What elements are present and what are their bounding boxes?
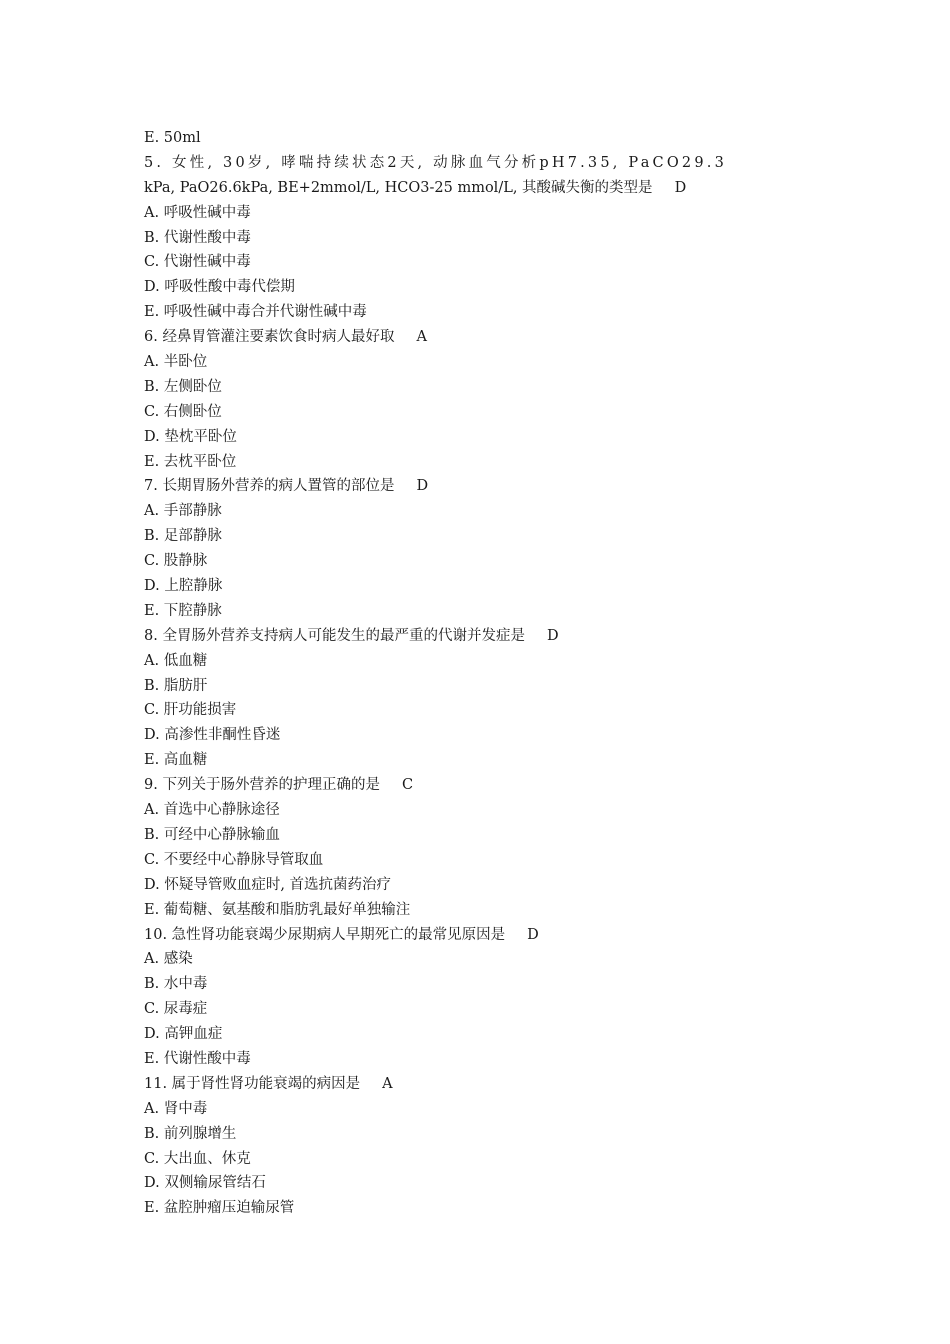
line-text: kPa, PaO26.6kPa, BE+2mmol/L, HCO3-25 mmol/L, 其酸碱失衡的类型是 — [144, 179, 653, 196]
text-line — [144, 1196, 814, 1221]
line-text: D. 怀疑导管败血症时, 首选抗菌药治疗 — [144, 876, 392, 893]
line-text: 11. 属于肾性肾功能衰竭的病因是 — [144, 1075, 361, 1092]
text-line — [144, 549, 814, 574]
line-text: 6. 经鼻胃管灌注要素饮食时病人最好取 — [144, 329, 395, 346]
line-text: A. 低血糖 — [144, 652, 208, 669]
line-text: A. 首选中心静脉途径 — [144, 802, 280, 819]
line-text: C. 尿毒症 — [144, 1001, 208, 1018]
text-line — [144, 823, 814, 848]
line-text: A. 手部静脉 — [144, 503, 222, 520]
text-line — [144, 350, 814, 375]
line-text: B. 左侧卧位 — [144, 378, 222, 395]
text-line — [144, 873, 814, 898]
line-text: E. 葡萄糖、氨基酸和脂肪乳最好单独输注 — [144, 901, 411, 918]
line-text: C. 右侧卧位 — [144, 403, 222, 420]
line-text: B. 前列腺增生 — [144, 1125, 237, 1142]
line-text: A. 呼吸性碱中毒 — [144, 204, 251, 221]
line-text: E. 高血糖 — [144, 752, 208, 769]
text-line — [144, 698, 814, 723]
line-text: D. 双侧输尿管结石 — [144, 1175, 266, 1192]
line-text: 7. 长期胃肠外营养的病人置管的部位是 — [144, 478, 395, 495]
text-line — [144, 1122, 814, 1147]
line-text: B. 水中毒 — [144, 976, 208, 993]
answer-key: D — [527, 926, 539, 943]
text-line — [144, 723, 814, 748]
line-text: 8. 全胃肠外营养支持病人可能发生的最严重的代谢并发症是 — [144, 627, 525, 644]
question-text-block — [144, 126, 814, 1221]
line-text: B. 代谢性酸中毒 — [144, 229, 251, 246]
text-line — [144, 773, 814, 798]
line-text: D. 高渗性非酮性昏迷 — [144, 727, 281, 744]
line-text: B. 脂肪肝 — [144, 677, 208, 694]
text-line — [144, 1097, 814, 1122]
text-line — [144, 325, 814, 350]
text-line — [144, 474, 814, 499]
line-text: C. 股静脉 — [144, 553, 208, 570]
text-line — [144, 450, 814, 475]
line-text: D. 上腔静脉 — [144, 578, 223, 595]
text-line — [144, 126, 814, 151]
text-line — [144, 848, 814, 873]
line-text: E. 盆腔肿瘤压迫输尿管 — [144, 1200, 295, 1217]
text-line — [144, 972, 814, 997]
text-line — [144, 748, 814, 773]
line-text: 9. 下列关于肠外营养的护理正确的是 — [144, 777, 380, 794]
line-text: D. 垫枕平卧位 — [144, 428, 237, 445]
text-line — [144, 1022, 814, 1047]
text-line — [144, 300, 814, 325]
text-line — [144, 923, 814, 948]
line-text: E. 去枕平卧位 — [144, 453, 237, 470]
line-text: 5. 女性, 30岁, 哮喘持续状态2天, 动脉血气分析pH7.35, PaCO29.3 — [144, 154, 728, 171]
text-line — [144, 599, 814, 624]
text-line — [144, 649, 814, 674]
text-line — [144, 524, 814, 549]
text-line — [144, 574, 814, 599]
answer-key: D — [546, 627, 559, 644]
line-text: C. 代谢性碱中毒 — [144, 254, 251, 271]
answer-key: A — [416, 329, 427, 346]
line-text: E. 下腔静脉 — [144, 602, 222, 619]
text-line — [144, 375, 814, 400]
answer-key: D — [416, 478, 429, 495]
text-line — [144, 947, 814, 972]
answer-key: C — [401, 777, 414, 794]
text-line — [144, 1072, 814, 1097]
line-text: E. 代谢性酸中毒 — [144, 1050, 251, 1067]
line-text: B. 足部静脉 — [144, 528, 222, 545]
text-line — [144, 898, 814, 923]
text-line — [144, 1047, 814, 1072]
text-line — [144, 499, 814, 524]
line-text: C. 肝功能损害 — [144, 702, 237, 719]
answer-key: D — [674, 179, 687, 196]
text-line — [144, 250, 814, 275]
line-text: A. 感染 — [144, 951, 193, 968]
text-line — [144, 400, 814, 425]
line-text: E. 50ml — [144, 130, 201, 146]
line-text: A. 半卧位 — [144, 354, 208, 371]
answer-key: A — [382, 1075, 393, 1092]
text-line — [144, 151, 814, 176]
text-line — [144, 624, 814, 649]
line-text: D. 呼吸性酸中毒代偿期 — [144, 279, 295, 296]
text-line — [144, 798, 814, 823]
text-line — [144, 201, 814, 226]
text-line — [144, 674, 814, 699]
text-line — [144, 997, 814, 1022]
line-text: 10. 急性肾功能衰竭少尿期病人早期死亡的最常见原因是 — [144, 926, 506, 943]
line-text: A. 肾中毒 — [144, 1100, 208, 1117]
line-text: B. 可经中心静脉输血 — [144, 826, 280, 843]
text-line — [144, 275, 814, 300]
line-text: C. 大出血、休克 — [144, 1150, 251, 1167]
line-text: C. 不要经中心静脉导管取血 — [144, 851, 324, 868]
line-text: D. 高钾血症 — [144, 1026, 223, 1043]
line-text: E. 呼吸性碱中毒合并代谢性碱中毒 — [144, 304, 367, 321]
text-line — [144, 425, 814, 450]
text-line — [144, 1147, 814, 1172]
text-line — [144, 226, 814, 251]
text-line — [144, 1171, 814, 1196]
text-line — [144, 176, 814, 201]
